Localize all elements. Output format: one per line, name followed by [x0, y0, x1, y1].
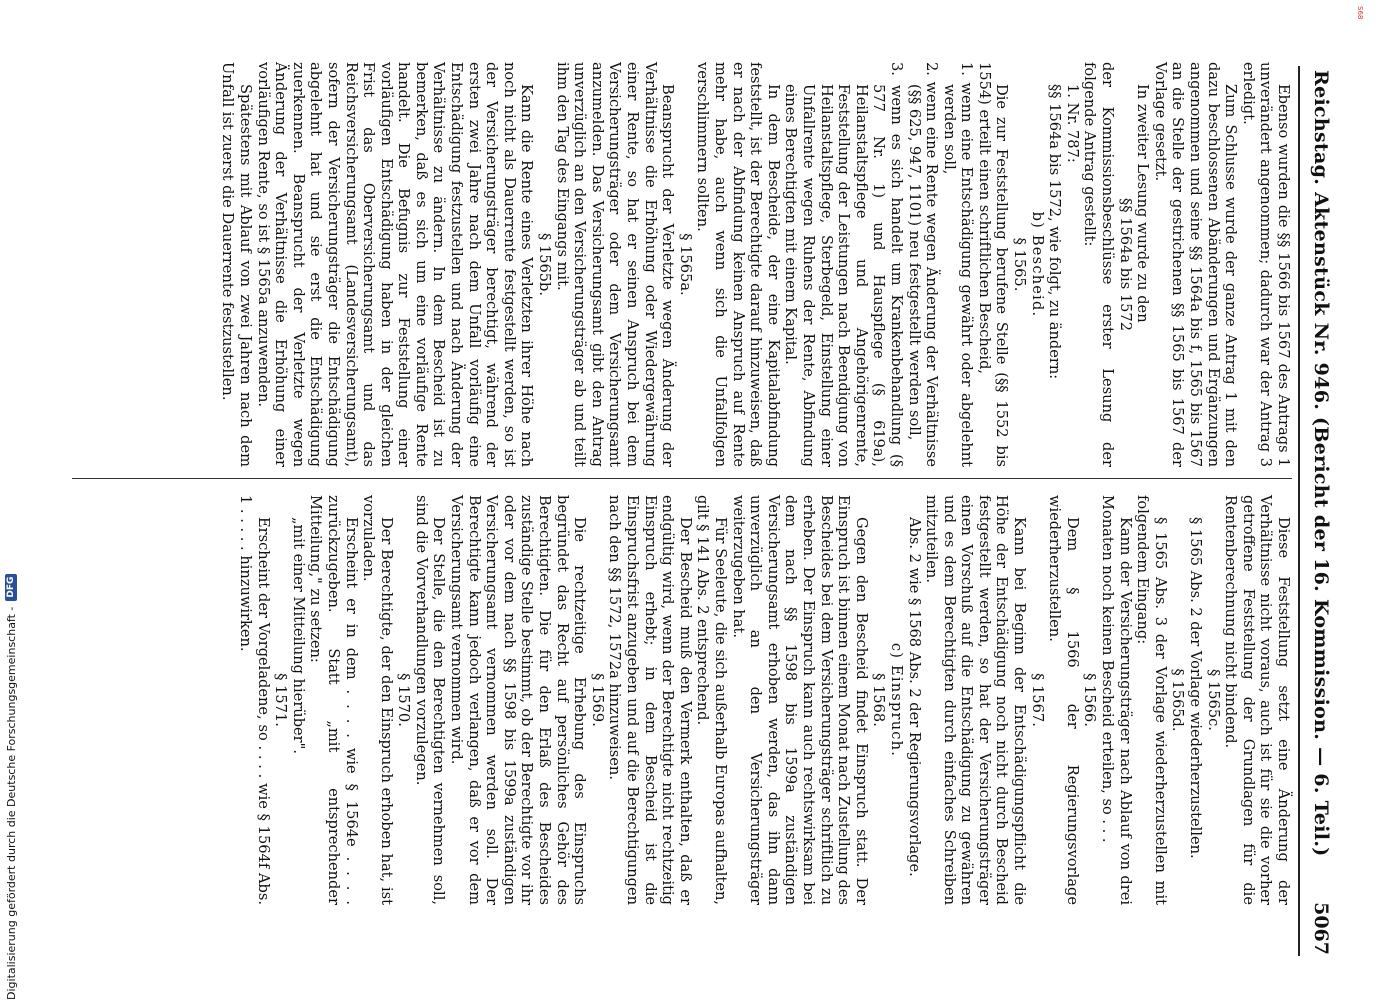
left-column-paragraph: 1. wenn eine Entschädigung gewährt oder abgelehnt werden soll,: [940, 62, 976, 467]
right-column-paragraph: § 1570.: [395, 673, 413, 727]
right-column-paragraph: Die rechtzeitige Erhebung des Einspruchs begründet das Recht auf persönliches Gehör des Berechtigten. Die für den Erlaß des Bescheides zuständige Stelle bestimmt, ob der Berechtigte vor ihr oder vor dem nach §§ 1598 bis 1599a zuständigen Versicherungsamt vernommen werden soll. Der Berechtigte kann jedoch verlangen, daß er vor dem Versicherungsamt vernommen wird.: [448, 495, 589, 905]
right-column-paragraph: c) Einspruch.: [887, 642, 905, 758]
left-column-paragraph: In dem Bescheide, der eine Kapitalabfindung feststellt, ist der Berechtigte darauf hinzuweisen, daß er nach der Abfindung keinen Anspruch auf Rente mehr habe, auch wenn sich die Unfallfolgen verschlimmern sollten.: [694, 62, 782, 467]
left-column-paragraph: §§ 1564a bis 1572, wie folgt, zu ändern:: [1046, 84, 1064, 380]
right-column-paragraph: Erscheint der Vorgeladene, so . . . . wie § 1564f Abs. 1 . . . . . hinzuwirken.: [236, 495, 272, 905]
right-column-paragraph: Kann der Versicherungsträger nach Ablauf von drei Monaten noch keinen Bescheid erteilen, so . . .: [1099, 495, 1134, 905]
dfg-logo: DFG: [5, 574, 17, 601]
right-column-paragraph: Der Stelle, die den Berechtigten vernehmen soll, sind die Vorverhandlungen vorzulegen.: [412, 495, 448, 905]
column-divider: [72, 478, 1292, 479]
header-rule: [1298, 66, 1300, 956]
left-column-paragraph: b) Bescheid.: [1028, 211, 1046, 318]
left-column-paragraph: 1. Nr. 787:: [1063, 84, 1081, 163]
right-column-paragraph: § 1565 Abs. 3 der Vorlage wiederherzustellen mit folgendem Eingang:: [1134, 495, 1169, 905]
right-column-paragraph: Erscheint er in dem . . . . wie § 1564e . . . . zurückzugeben. Statt „mit entsprechender Mitteilung," zu setzen:: [307, 495, 360, 905]
right-column-paragraph: Für Seeleute, die sich außerhalb Europas aufhalten, gilt § 141 Abs. 2 entsprechend.: [694, 495, 729, 905]
left-column-paragraph: Ebenso wurden die §§ 1566 bis 1567 des Antrags 1 unverändert angenommen; dadurch war der Antrag 3 erledigt.: [1239, 62, 1292, 467]
right-column-paragraph: § 1569.: [588, 673, 606, 727]
right-column-paragraph: Dem § 1566 der Regierungsvorlage wiederherzustellen.: [1046, 495, 1081, 905]
left-column-paragraph: 2. wenn eine Rente wegen Änderung der Verhältnisse (§§ 625, 947, 1101) neu festgestellt werden soll,: [905, 62, 941, 467]
left-column-paragraph: Kann die Rente eines Verletzten ihrer Höhe nach noch nicht als Dauerrente festgestellt werden, so ist der Versicherungsträger berechtigt, während der ersten zwei Jahre nach dem Unfall vorläufig eine Entschädigung festzustellen und nach Änderung der Verhältnisse zu ändern. In dem Bescheid ist zu bemerken, daß es sich um eine vorläufige Rente handelt. Die Befugnis zur Feststellung einer vorläufigen Entschädigung haben in der gleichen Frist das Oberversicherungsamt und das Reichsversicherungsamt (Landesversicherungsamt), sofern der Versicherungsträger die Entschädigung abgelehnt hat und sie erst die Entschädigung zuerkennen. Beansprucht der Verletzte wegen Änderung der Verhältnisse die Erhöhung einer vorläufigen Rente, so ist § 1565a anzuwenden.: [254, 62, 536, 467]
left-column-paragraph: Spätestens mit Ablauf von zwei Jahren nach dem Unfall ist zuerst die Dauerrente festzustellen.: [219, 62, 254, 467]
left-column-paragraph: der Kommissionsbeschlüsse erster Lesung der folgende Antrag gestellt:: [1081, 62, 1117, 467]
left-column-paragraph: In zweiter Lesung wurde zu den: [1134, 84, 1152, 323]
right-column-paragraph: § 1566.: [1081, 673, 1099, 727]
page-header: [1304, 70, 1332, 955]
left-column-paragraph: Beansprucht der Verletzte wegen Änderung der Verhältnisse die Erhöhung oder Wiedergewährung einer Rente, so hat er seinen Anspruch bei dem Versicherungsträger oder dem Versicherungsamt anzumelden. Das Versicherungsamt gibt den Antrag unverzüglich an den Versicherungsträger ab und teilt ihm den Tag des Eingangs mit.: [553, 62, 677, 467]
left-column-paragraph: Die zur Feststellung berufene Stelle (§§ 1552 bis 1554) erteilt einen schriftlichen Bescheid,: [975, 62, 1011, 467]
right-column-paragraph: § 1568.: [870, 673, 888, 727]
left-column-paragraph: § 1565a.: [676, 233, 694, 296]
right-column-paragraph: Abs. 2 wie § 1568 Abs. 2 der Regierungsvorlage.: [905, 517, 923, 877]
left-column-paragraph: 3. wenn es sich handelt um Krankenbehandlung (§ 577 Nr. 1) und Hauspflege (§ 619a), Heilanstaltspflege und Angehörigenrente, Feststellung der Leistungen nach Beendigung von Heilanstaltspflege, Sterbegeld, Einstellung einer Unfallrente wegen Ruhens der Rente, Abfindung eines Berechtigten mit einem Kapital.: [782, 62, 905, 467]
left-column-paragraph: § 1565.: [1011, 237, 1029, 292]
left-column: [219, 62, 1292, 467]
credit-text: Digitalisierung gefördert durch die Deutsche Forschungsgemeinschaft -: [4, 606, 18, 1000]
left-column-paragraph: §§ 1564a bis 1572: [1116, 198, 1134, 331]
header-title: Reichstag. Aktenstück Nr. 946. (Bericht der 16. Kommission. — 6. Teil.): [1310, 70, 1332, 857]
right-column-paragraph: Diese Feststellung setzt eine Änderung der Verhältnisse nicht voraus, auch ist für sie die vorher getroffene Feststellung der Grundlagen für die Rentenberechnung nicht bindend.: [1222, 495, 1292, 905]
right-column-paragraph: § 1565d.: [1169, 668, 1187, 732]
digitization-credit: [0, 0, 22, 1000]
archive-stamp: S68: [1356, 6, 1364, 20]
left-column-paragraph: Zum Schlusse wurde der ganze Antrag 1 mit den dazu beschlossenen Abänderungen und Ergänzungen angenommen und seine §§ 1564a bis f, 1565 bis 1567 an die Stelle der gestrichenen §§ 1565 bis 1567 der Vorlage gesetzt.: [1151, 62, 1240, 467]
right-column-paragraph: Kann bei Beginn der Entschädigungspflicht die Höhe der Entschädigung noch nicht durch Bescheid festgestellt werden, so hat der Versicherungsträger einen Vorschuß auf die Entschädigung zu gewähren und es dem Berechtigten durch einfaches Schreiben mitzuteilen.: [923, 495, 1029, 905]
right-column-paragraph: § 1567.: [1028, 673, 1046, 727]
right-column-paragraph: Der Bescheid muß den Vermerk enthalten, daß er endgültig wird, wenn der Berechtigte nicht rechtzeitig Einspruch erhebt; in dem Bescheid ist die Einspruchsfrist anzugeben und auf die Berechtigungen nach den §§ 1572, 1572a hinzuweisen.: [606, 495, 694, 906]
right-column-paragraph: Der Berechtigte, der den Einspruch erhoben hat, ist vorzuladen.: [360, 495, 395, 905]
right-column-paragraph: Gegen den Bescheid findet Einspruch statt. Der Einspruch ist binnen einem Monat nach Zustellung des Bescheides bei dem Versicherungsträger schriftlich zu erheben. Der Einspruch kann auch rechtswirksam bei dem nach §§ 1598 bis 1599a zuständigen Versicherungsamt erhoben werden, das ihn dann unverzüglich an den Versicherungsträger weiterzugeben hat.: [729, 495, 870, 905]
left-column-paragraph: § 1565b.: [536, 232, 554, 297]
right-column-paragraph: „mit einer Mitteilung hierüber".: [289, 517, 307, 754]
right-column-paragraph: § 1565c.: [1204, 669, 1222, 731]
right-column-paragraph: § 1565 Abs. 2 der Vorlage wiederherzustellen.: [1187, 517, 1205, 859]
page-number: 5067: [1310, 902, 1332, 955]
right-column: [236, 495, 1292, 905]
right-column-paragraph: § 1571.: [272, 673, 290, 727]
